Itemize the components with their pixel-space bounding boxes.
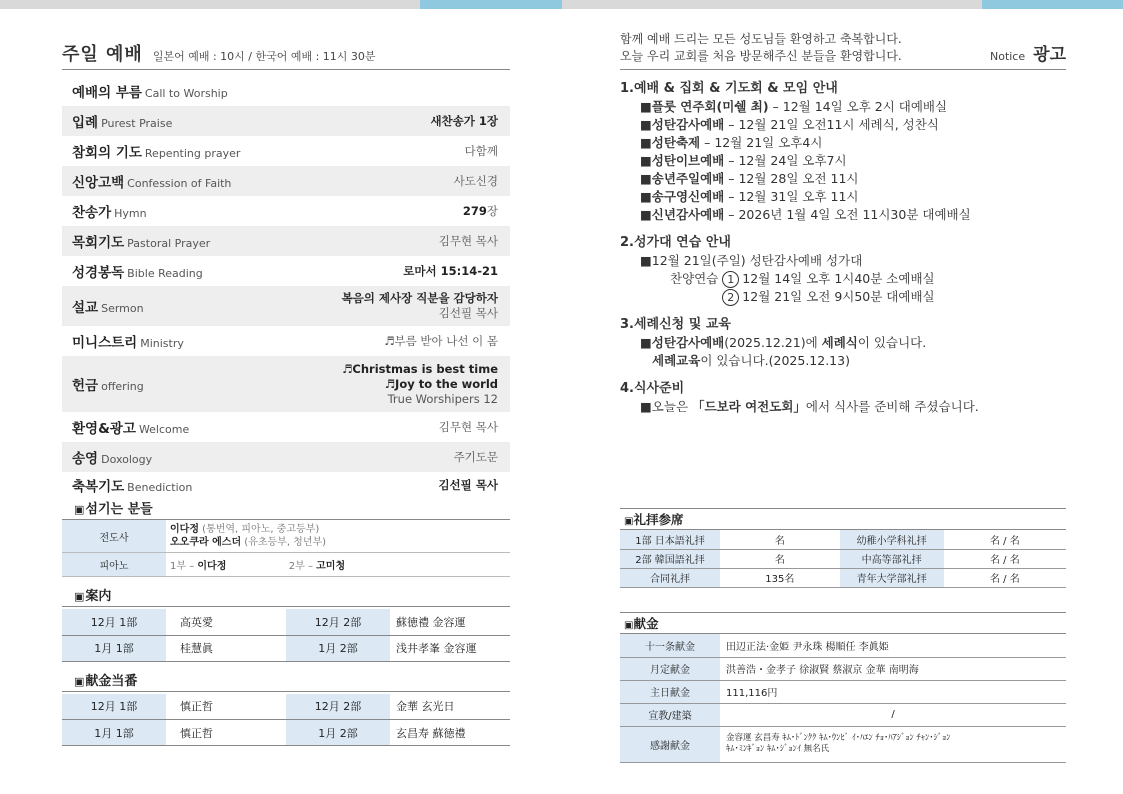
order-name: 참회의 기도 (72, 145, 142, 161)
table-row: 主日献金 111,116円 (620, 680, 1066, 703)
order-value: 사도신경 (453, 173, 498, 188)
order-en: Call to Worship (144, 87, 228, 100)
order-en: Hymn (114, 207, 147, 220)
order-name: 목회기도 (72, 235, 125, 251)
order-row (62, 196, 510, 226)
table-row: 感謝献金 金容運 玄昌寿 ｷﾑ･ﾄﾞﾝｸｸ ｷﾑ･ｳﾝﾋﾞ ｲ･ﾊｴﾝ ﾁｮ･ﾊｱｼﾞｮﾝ ﾁｬﾝ･ｼﾞｮﾝ ｷﾑ･ﾐﾝｷﾞｮﾝ ｷﾑ･ｼﾞｮﾝｲ 無名氏 (620, 726, 1066, 762)
announcement-4: 4.식사준비 ■오늘은 「드보라 여전도회」에서 식사를 준비해 주셨습니다. (620, 380, 1066, 416)
order-en: Pastoral Prayer (127, 237, 211, 250)
server-names: 이다정 (통번역, 피아노, 중고등부) 오오쿠라 에스더 (유초등부, 청년부) (166, 520, 510, 553)
box-icon: ▣ (624, 620, 634, 631)
order-row (62, 106, 510, 136)
circled-number: 2 (722, 289, 739, 306)
table-row: 12月 1部 慎正哲 12月 2部 金華 玄光日 (62, 694, 510, 720)
order-value: 새찬송가 1장 (430, 113, 498, 128)
attendance-heading: ▣礼拝参席 (620, 508, 1066, 530)
table-row: 2部 韓国語礼拝 名 中高等部礼拝 名 / 名 (620, 549, 1066, 568)
preacher: 김선필 목사 (438, 306, 498, 320)
order-value: 김무현 목사 (438, 233, 498, 248)
welcome-line-2: 오늘 우리 교회를 처음 방문해주신 분들을 환영합니다. (620, 49, 902, 63)
table-row: 十一条献金 田辺正法·金姫 尹永珠 楊順任 李眞姫 (620, 634, 1066, 657)
order-en: Confession of Faith (127, 177, 232, 190)
attendance-table (620, 530, 1066, 588)
order-en: Bible Reading (127, 267, 203, 280)
order-value (342, 291, 498, 321)
box-icon: ▣ (74, 590, 85, 603)
order-en: Ministry (140, 337, 184, 350)
order-row (62, 412, 510, 442)
server-role: 피아노 (62, 553, 166, 577)
order-value: 주기도문 (453, 449, 498, 464)
table-row: 1部 日本語礼拝 名 幼稚小学科礼拝 名 / 名 (620, 530, 1066, 549)
worship-order (62, 76, 510, 498)
server-names: 1부 – 이다정 2부 – 고미청 (166, 553, 510, 577)
hymn-suffix: 장 (486, 203, 498, 218)
order-row (62, 356, 510, 412)
order-en: Doxology (101, 453, 153, 466)
offering-duty-heading: ▣献金当番 (62, 672, 510, 692)
order-name: 찬송가 (72, 205, 112, 221)
table-row: 1月 1部 慎正哲 1月 2部 玄昌寿 蘇徳禮 (62, 720, 510, 746)
box-icon: ▣ (74, 503, 85, 516)
offering-song-2: ♬Joy to the world (384, 376, 498, 391)
order-name: 신앙고백 (72, 175, 125, 191)
announcement-heading: 2.성가대 연습 안내 (620, 235, 731, 250)
notice-title: 광고 (1033, 45, 1066, 65)
order-en: Repenting prayer (144, 147, 241, 160)
order-value: ♬부름 받아 나선 이 몸 (384, 333, 498, 348)
hymn-number: 279 (462, 203, 487, 218)
order-name: 헌금 (72, 378, 99, 394)
notice-label-en: Notice (989, 50, 1026, 63)
announcement-3: 3.세례신청 및 교육 ■성탄감사예배(2025.12.21)에 세례식이 있습니다. 세례교육이 있습니다.(2025.12.13) (620, 316, 1066, 370)
table-row: 12月 1部 高英愛 12月 2部 蘇徳禮 金容運 (62, 609, 510, 635)
order-name: 설교 (72, 300, 99, 316)
notice-page (620, 28, 1066, 754)
guide-table (62, 609, 510, 662)
announcements (620, 80, 1066, 416)
table-row (62, 520, 510, 553)
top-strip-blue-left (420, 0, 562, 9)
box-icon: ▣ (74, 674, 85, 688)
order-name: 축복기도 (72, 479, 125, 495)
announcement-2: 2.성가대 연습 안내 ■12월 21일(주일) 성탄감사예배 성가대 찬양연습 1 12월 14일 오후 1시40분 소예배실 2 12월 21일 오전 9시50분 대예배실 (620, 234, 1066, 306)
circled-number: 1 (722, 271, 739, 288)
worship-title: 주일 예배 (62, 44, 143, 65)
order-value: 김선필 목사 (438, 477, 498, 492)
top-strip-blue-right (982, 0, 1123, 9)
announcement-1: 1.예배 & 집회 & 기도회 & 모임 안내 ■플룻 연주회(미쉘 최) – 12월 14일 오후 2시 대예배실 ■성탄감사예배 – 12월 21일 오전11시 세례식, 성찬식 ■성탄축제 – 12월 21일 오후4시 ■성탄이브예배 – 12월 24일 오후7시 ■송년주일예배 – 12월 28일 오전 11시 ■송구영신예배 – 12월 31일 오후 11시 ■신년감사예배 – 2026년 1월 4일 오전 11시30분 대예배실 (620, 80, 1066, 224)
welcome-line-1: 함께 예배 드리는 모든 성도님들 환영하고 축복합니다. (620, 32, 902, 46)
order-value: 다함께 (464, 143, 498, 158)
table-row: 月定献金 洪善浩・金孝子 徐淑賢 蔡淑京 金華 南明海 (620, 657, 1066, 680)
order-row (62, 76, 510, 106)
servers-heading: ▣섬기는 분들 (62, 500, 510, 520)
server-role: 전도사 (62, 520, 166, 553)
servers-table (62, 520, 510, 577)
table-row (62, 553, 510, 577)
order-row (62, 472, 510, 498)
top-strip-gray-left (0, 0, 420, 9)
order-row (62, 136, 510, 166)
announcement-heading: 1.예배 & 집회 & 기도회 & 모임 안내 (620, 81, 838, 96)
order-en: Welcome (138, 423, 190, 436)
table-row: 1月 1部 桂慧眞 1月 2部 浅井孝峯 金容運 (62, 635, 510, 661)
order-en: offering (101, 380, 144, 393)
worship-header (62, 40, 510, 70)
order-row (62, 326, 510, 356)
offering-heading: ▣献金 (620, 612, 1066, 634)
order-name: 미니스트리 (72, 335, 138, 351)
guide-heading: ▣案内 (62, 587, 510, 607)
table-row: 合同礼拝 135名 青年大学部礼拝 名 / 名 (620, 568, 1066, 587)
order-en: Sermon (101, 302, 144, 315)
notice-header (620, 28, 1066, 70)
order-en: Benediction (127, 481, 193, 494)
order-name: 환영&광고 (72, 421, 136, 437)
offering-duty-table (62, 694, 510, 747)
announcement-heading: 3.세례신청 및 교육 (620, 317, 731, 332)
table-row: 宣教/建築 / (620, 703, 1066, 726)
worship-page (62, 40, 510, 746)
offering-section (620, 612, 1066, 763)
order-row (62, 286, 510, 326)
order-row (62, 442, 510, 472)
box-icon: ▣ (624, 516, 634, 527)
worship-times: 일본어 예배 : 10시 / 한국어 예배 : 11시 30분 (152, 50, 376, 63)
order-row (62, 226, 510, 256)
offering-table (620, 634, 1066, 763)
order-name: 입례 (72, 115, 99, 131)
order-row (62, 166, 510, 196)
order-name: 성경봉독 (72, 265, 125, 281)
offering-performer: True Worshipers 12 (387, 391, 498, 406)
order-value (463, 204, 498, 219)
offering-song-1: ♬Christmas is best time (342, 361, 498, 376)
announcement-heading: 4.식사준비 (620, 381, 685, 396)
order-value (342, 362, 498, 407)
sermon-title: 복음의 제사장 직분을 감당하자 (341, 291, 498, 305)
order-name: 송영 (72, 451, 99, 467)
order-row (62, 256, 510, 286)
order-value: 로마서 15:14-21 (403, 263, 498, 278)
order-en: Purest Praise (101, 117, 173, 130)
order-value: 김무현 목사 (438, 419, 498, 434)
attendance-section (620, 508, 1066, 588)
top-strip-gray-right (562, 0, 982, 9)
order-name: 예배의 부름 (72, 85, 142, 101)
